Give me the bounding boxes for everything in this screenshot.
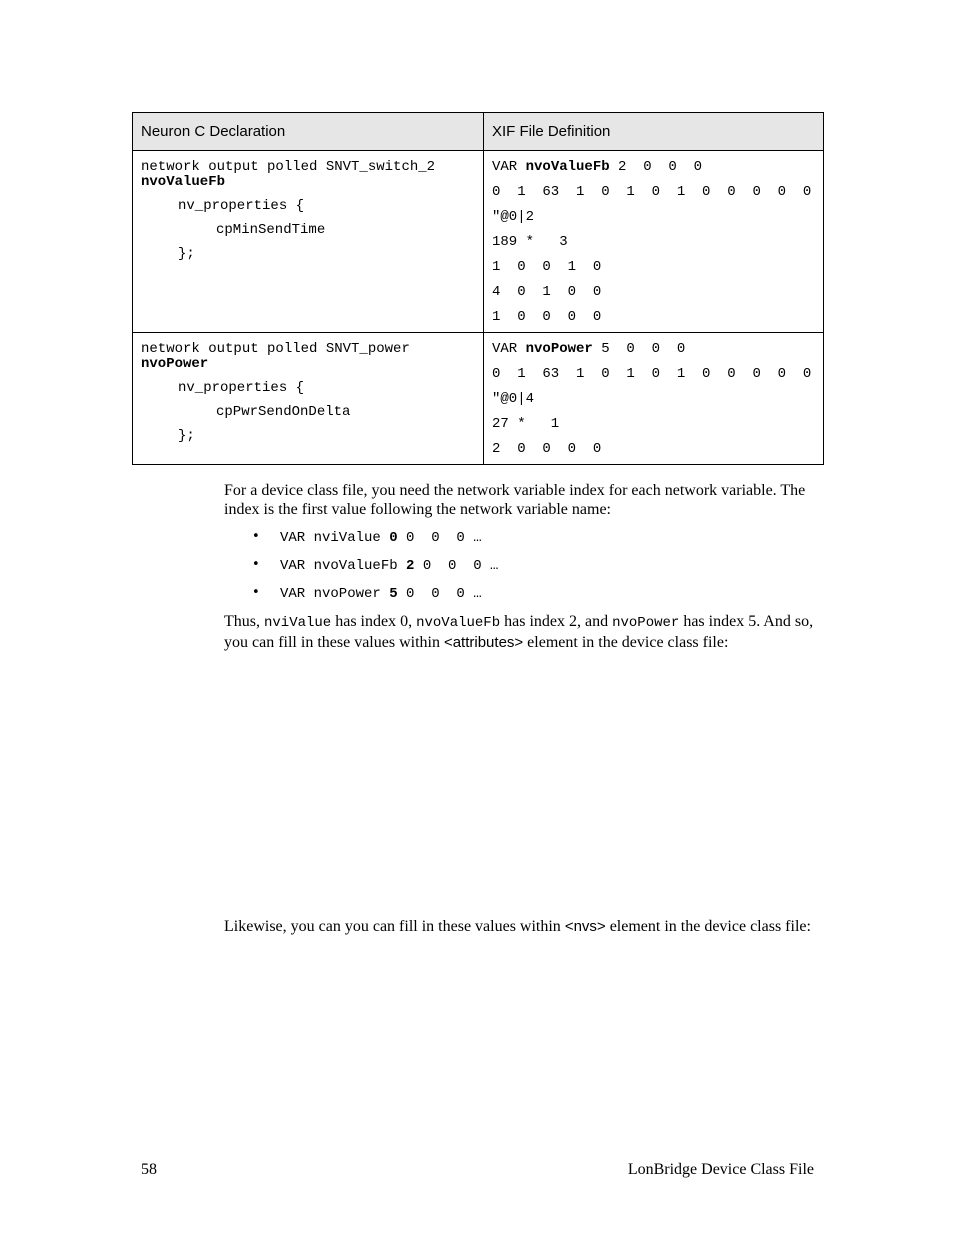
properties-open: nv_properties {	[178, 198, 305, 214]
xif-line: 4 0 1 0 0	[492, 284, 602, 300]
footer-title: LonBridge Device Class File	[627, 1161, 814, 1178]
table-header-row	[133, 113, 824, 151]
bullet-icon: •	[252, 585, 260, 600]
likewise-paragraph	[224, 917, 824, 936]
xif-var-values: 5 0 0 0	[592, 341, 686, 357]
properties-close: };	[178, 428, 195, 444]
xif-line: 189 * 3	[492, 234, 568, 250]
element-tag: <attributes>	[443, 634, 524, 651]
xif-var-values: 2 0 0 0	[609, 159, 703, 175]
bullet-index: 0	[389, 530, 398, 546]
list-item	[224, 529, 824, 557]
xif-line: 0 1 63 1 0 1 0 1 0 0 0 0 0	[492, 184, 812, 200]
bullet-prefix: VAR nviValue	[280, 530, 390, 546]
element-tag: <nvs>	[564, 918, 606, 935]
declaration-table	[132, 112, 824, 465]
properties-open: nv_properties {	[178, 380, 305, 396]
xif-line: 0 1 63 1 0 1 0 1 0 0 0 0 0	[492, 366, 812, 382]
xif-var-line	[492, 342, 815, 367]
xif-var-keyword: VAR	[492, 159, 526, 175]
bullet-code	[280, 529, 482, 547]
list-item	[224, 585, 824, 613]
properties-close: };	[178, 246, 195, 262]
list-item	[224, 557, 824, 585]
table-row	[133, 333, 824, 465]
declaration-line: network output polled SNVT_switch_2	[141, 159, 436, 175]
text-run: Thus,	[224, 613, 264, 630]
xif-line: 27 * 1	[492, 416, 560, 432]
xif-line: "@0|2	[492, 209, 535, 225]
intro-paragraph: For a device class file, you need the network variable index for each network variable. The index is the first value following the network variable name:	[224, 482, 806, 518]
bullet-suffix: 0 0 0 …	[397, 530, 482, 546]
xif-line: 1 0 0 0 0	[492, 309, 602, 325]
xif-var-name: nvoValueFb	[525, 159, 610, 175]
xif-line: 2 0 0 0 0	[492, 441, 602, 457]
text-run: element in the device class file:	[605, 918, 811, 935]
variable-name: nvoValueFb	[141, 174, 226, 190]
xif-var-line	[492, 160, 815, 185]
column-header-xif: XIF File Definition	[484, 113, 824, 151]
text-run: has index 5. And so, you can fill in these values within	[224, 613, 814, 651]
thus-paragraph	[224, 612, 824, 652]
text-run: Likewise, you can you can fill in these values within	[224, 918, 565, 935]
bullet-code	[280, 585, 482, 603]
bullet-prefix: VAR nvoValueFb	[280, 558, 407, 574]
bullet-suffix: 0 0 0 …	[397, 586, 482, 602]
index-bullet-list	[224, 529, 824, 613]
text-run: has index 0,	[331, 613, 417, 630]
text-run: has index 2, and	[500, 613, 613, 630]
declaration-line: network output polled SNVT_power	[141, 341, 410, 357]
bullet-icon: •	[252, 529, 260, 544]
property-name: cpPwrSendOnDelta	[216, 404, 351, 420]
inline-code: nvoValueFb	[416, 615, 501, 631]
inline-code: nvoPower	[612, 615, 680, 631]
bullet-code	[280, 557, 498, 575]
bullet-index: 2	[406, 558, 415, 574]
column-header-neuron-c: Neuron C Declaration	[133, 113, 484, 151]
variable-name: nvoPower	[141, 356, 209, 372]
table-row	[133, 151, 824, 333]
bullet-index: 5	[389, 586, 398, 602]
bullet-suffix: 0 0 0 …	[414, 558, 499, 574]
neuron-c-cell	[133, 151, 484, 333]
bullet-prefix: VAR nvoPower	[280, 586, 390, 602]
text-run: element in the device class file:	[523, 634, 729, 651]
xif-cell	[484, 151, 824, 333]
xif-var-name: nvoPower	[525, 341, 593, 357]
property-name: cpMinSendTime	[216, 222, 326, 238]
page-number: 58	[141, 1161, 157, 1178]
neuron-c-cell	[133, 333, 484, 465]
xif-var-keyword: VAR	[492, 341, 526, 357]
xif-cell	[484, 333, 824, 465]
bullet-icon: •	[252, 557, 260, 572]
xif-line: "@0|4	[492, 391, 535, 407]
xif-line: 1 0 0 1 0	[492, 259, 602, 275]
inline-code: nviValue	[264, 615, 332, 631]
